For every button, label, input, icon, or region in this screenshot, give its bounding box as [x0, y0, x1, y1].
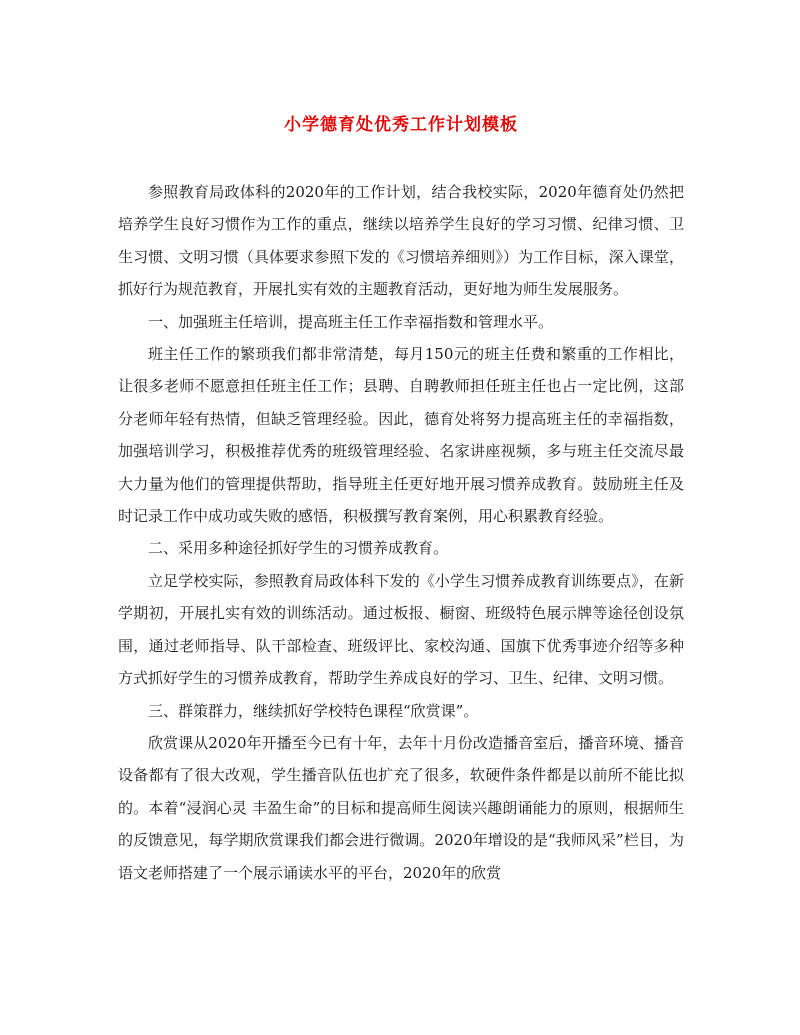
document-title: 小学德育处优秀工作计划模板 [284, 115, 518, 135]
intro-paragraph: 参照教育局政体科的2020年的工作计划，结合我校实际，2020年德育处仍然把培养学生良好习惯作为工作的重点，继续以培养学生良好的学习习惯、纪律习惯、卫生习惯、文明习惯（具体要求参照下发的《习惯培养细则》）为工作目标，深入课堂，抓好行为规范教育，开展扎实有效的主题教育活动，更好地为师生发展服务。 [118, 183, 684, 299]
section-3-paragraph: 欣赏课从2020年开播至今已有十年，去年十月份改造播音室后，播音环境、播音设备都有了很大改观，学生播音队伍也扩充了很多，软硬件条件都是以前所不能比拟的。本着“浸润心灵 丰盈生命”的目标和提高师生阅读兴趣朗诵能力的原则，根据师生的反馈意见，每学期欣赏课我们都会进行微调。2020年增设的是“我师风采”栏目，为语文老师搭建了一个展示诵读水平的平台，2020年的欣赏 [118, 733, 684, 882]
section-heading-2: 二、采用多种途径抓好学生的习惯养成教育。 [148, 539, 449, 558]
section-2-paragraph: 立足学校实际，参照教育局政体科下发的《小学生习惯养成教育训练要点》，在新学期初，开展扎实有效的训练活动。通过板报、橱窗、班级特色展示牌等途径创设氛围，通过老师指导、队干部检查、班级评比、家校沟通、国旗下优秀事迹介绍等多种方式抓好学生的习惯养成教育，帮助学生养成良好的学习、卫生、纪律、文明习惯。 [118, 571, 684, 688]
section-heading-3: 三、群策群力，继续抓好学校特色课程“欣赏课”。 [148, 701, 479, 720]
document-body [118, 176, 684, 889]
section-heading-1: 一、加强班主任培训，提高班主任工作幸福指数和管理水平。 [148, 312, 554, 331]
section-1-paragraph: 班主任工作的繁琐我们都非常清楚，每月150元的班主任费和繁重的工作相比，让很多老师不愿意担任班主任工作；县聘、自聘教师担任班主任也占一定比例，这部分老师年轻有热情，但缺乏管理经验。因此，德育处将努力提高班主任的幸福指数，加强培训学习，积极推荐优秀的班级管理经验、名家讲座视频，多与班主任交流尽最大力量为他们的管理提供帮助，指导班主任更好地开展习惯养成教育。鼓励班主任及时记录工作中成功或失败的感悟，积极撰写教育案例，用心积累教育经验。 [118, 345, 684, 526]
